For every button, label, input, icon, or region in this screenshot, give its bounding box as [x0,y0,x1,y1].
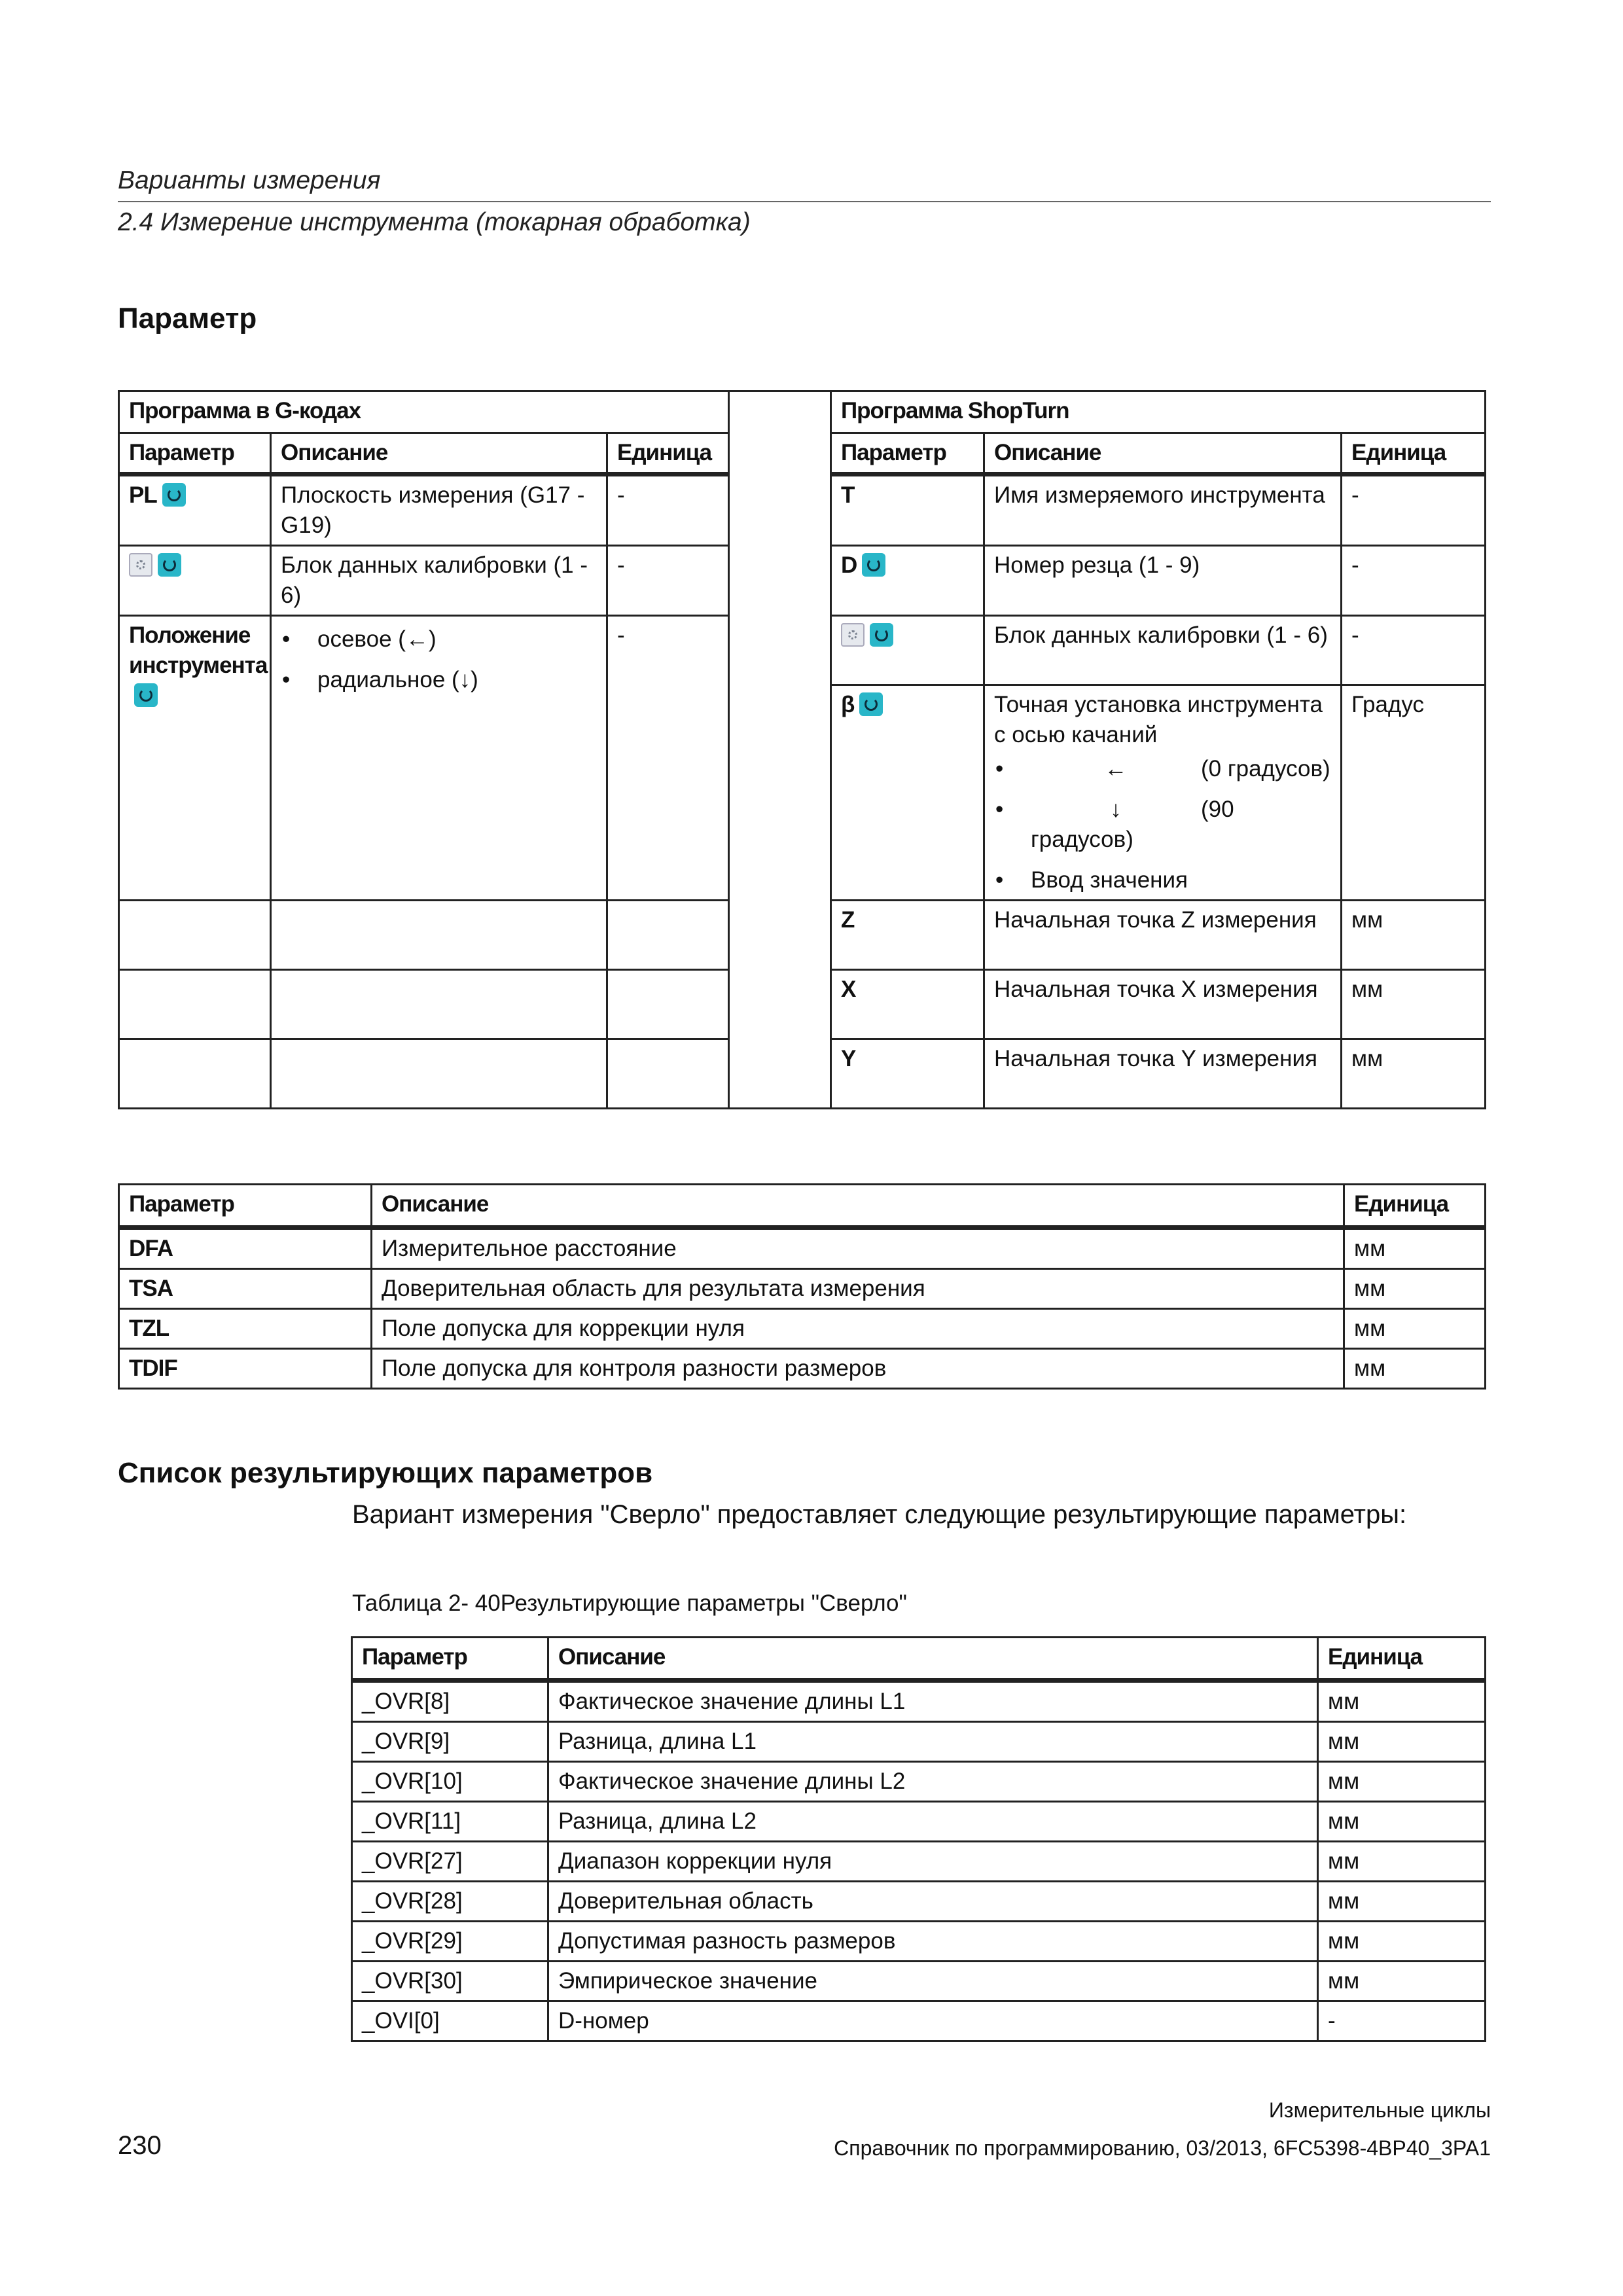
arrow-left-icon: ← [1104,756,1128,781]
desc-cell [271,616,607,901]
desc-cell: Начальная точка X измерения [984,970,1342,1039]
param-name: D [841,552,857,578]
param-cell: TZL [119,1309,372,1349]
param-name: Z [841,907,855,933]
unit-cell: - [607,475,729,546]
param-cell: _OVR[10] [352,1762,548,1802]
desc-cell: Разница, длина L1 [548,1722,1318,1762]
desc-cell: Начальная точка Z измерения [984,901,1342,970]
desc-cell: Фактическое значение длины L1 [548,1681,1318,1722]
table-row [352,1882,1486,1922]
desc-cell: Допустимая разность размеров [548,1922,1318,1962]
param-cell [119,616,271,901]
param-cell: _OVR[30] [352,1962,548,2001]
param-cell: TDIF [119,1349,372,1389]
table-row [352,1922,1486,1962]
desc-cell: Диапазон коррекции нуля [548,1842,1318,1882]
col-header-desc-right: Описание [984,433,1342,475]
param-name: Положение инструмента [129,622,268,678]
col-header-unit-right: Единица [1342,433,1486,475]
heading-result-parameters: Список результирующих параметров [118,1457,653,1489]
calibration-data-icon [129,553,152,577]
desc-cell [984,685,1342,901]
unit-cell: - [1342,546,1486,616]
unit-cell: мм [1318,1722,1486,1762]
unit-cell: - [607,546,729,616]
empty-cell [271,970,607,1039]
shopturn-program-title: Программа ShopTurn [831,391,1486,433]
unit-cell: - [1342,616,1486,685]
unit-cell: мм [1318,1762,1486,1802]
unit-cell: мм [1342,901,1486,970]
param-cell: _OVR[8] [352,1681,548,1722]
desc-cell: Блок данных калибровки (1 - 6) [984,616,1342,685]
desc-cell: Блок данных калибровки (1 - 6) [271,546,607,616]
cycle-softkey-icon [870,623,893,647]
param-name: PL [129,482,157,508]
desc-cell: Номер резца (1 - 9) [984,546,1342,616]
calibration-data-icon [841,623,865,647]
unit-cell: мм [1318,1802,1486,1842]
unit-cell: мм [1318,1962,1486,2001]
param-cell: _OVR[28] [352,1882,548,1922]
desc-cell: Эмпирическое значение [548,1962,1318,2001]
bullet-text: Ввод значения [1031,867,1188,893]
unit-cell: мм [1318,1922,1486,1962]
unit-cell: мм [1318,1882,1486,1922]
table-row [352,1962,1486,2001]
table-row [352,1722,1486,1762]
unit-cell: мм [1344,1309,1486,1349]
desc-cell: Доверительная область [548,1882,1318,1922]
running-header-section: Варианты измерения [118,166,381,194]
param-cell: DFA [119,1228,372,1269]
bullet-item [994,754,1331,784]
desc-cell: Имя измеряемого инструмента [984,475,1342,546]
heading-parameters: Параметр [118,302,257,334]
param-cell [831,901,984,970]
desc-cell: D-номер [548,2001,1318,2041]
param-cell: TSA [119,1269,372,1309]
empty-cell [119,901,271,970]
cycle-softkey-icon [162,483,186,507]
param-cell [831,616,984,685]
bullet-item [994,865,1331,895]
result-parameters-table [351,1636,1486,2042]
table-row [119,1309,1486,1349]
param-cell [119,546,271,616]
parameter-table-secondary [118,1183,1486,1390]
cycle-softkey-icon [859,692,883,716]
col-header-desc: Описание [372,1185,1344,1228]
col-header-unit: Единица [1318,1638,1486,1681]
param-cell [831,546,984,616]
col-header-desc-left: Описание [271,433,607,475]
table-row [352,1762,1486,1802]
parameter-table-main [118,390,1486,1109]
footer-book-title: Измерительные циклы [1268,2098,1491,2122]
cycle-softkey-icon [862,553,885,577]
footer-reference: Справочник по программированию, 03/2013, 6FC5398-4BP40_3PA1 [834,2136,1491,2160]
param-cell [831,685,984,901]
col-header-param: Параметр [352,1638,548,1681]
param-name: β [841,692,855,717]
desc-cell: Поле допуска для коррекции нуля [372,1309,1344,1349]
results-intro-text: Вариант измерения "Сверло" предоставляет следующие результирующие параметры: [352,1500,1407,1529]
col-header-param-right: Параметр [831,433,984,475]
table-row [119,1269,1486,1309]
table-row [352,1842,1486,1882]
bullet-text: (90 градусов) [1031,797,1234,852]
unit-cell: - [607,616,729,901]
unit-cell: мм [1344,1269,1486,1309]
spacer-column [729,391,831,1109]
empty-cell [607,1039,729,1109]
unit-cell: мм [1318,1681,1486,1722]
unit-cell: мм [1342,1039,1486,1109]
col-header-unit-left: Единица [607,433,729,475]
table-row [119,1228,1486,1269]
unit-cell: мм [1318,1842,1486,1882]
bullet-item: • осевое (←) [281,624,597,655]
param-cell [831,970,984,1039]
param-cell [831,1039,984,1109]
param-name: X [841,977,856,1002]
table-row [352,1681,1486,1722]
bullet-item [994,795,1331,855]
empty-cell [271,1039,607,1109]
table-row [119,1349,1486,1389]
desc-cell: Фактическое значение длины L2 [548,1762,1318,1802]
desc-cell: Поле допуска для контроля разности размеров [372,1349,1344,1389]
col-header-unit: Единица [1344,1185,1486,1228]
empty-cell [271,901,607,970]
empty-cell [607,901,729,970]
empty-cell [119,970,271,1039]
empty-cell [607,970,729,1039]
unit-cell: Градус [1342,685,1486,901]
param-cell [831,475,984,546]
param-cell: _OVI[0] [352,2001,548,2041]
unit-cell: мм [1342,970,1486,1039]
bullet-text: (0 градусов) [1201,756,1330,781]
cycle-softkey-icon [158,553,181,577]
desc-text: Точная установка инструмента с осью качаний [994,692,1323,747]
empty-cell [119,1039,271,1109]
param-cell [119,475,271,546]
unit-cell: мм [1344,1228,1486,1269]
running-header-subsection: 2.4 Измерение инструмента (токарная обработка) [118,208,751,236]
gcode-program-title: Программа в G-кодах [119,391,729,433]
desc-cell: Начальная точка Y измерения [984,1039,1342,1109]
col-header-param-left: Параметр [119,433,271,475]
arrow-down-icon: ↓ [1110,797,1122,822]
table-caption: Таблица 2- 40Результирующие параметры "Сверло" [352,1590,907,1616]
col-header-desc: Описание [548,1638,1318,1681]
param-cell: _OVR[29] [352,1922,548,1962]
param-name: Y [841,1046,856,1071]
unit-cell: мм [1344,1349,1486,1389]
table-row [352,1802,1486,1842]
param-name: T [841,482,855,508]
param-cell: _OVR[9] [352,1722,548,1762]
bullet-item: • радиальное (↓) [281,665,597,695]
header-rule [118,201,1491,202]
cycle-softkey-icon [134,683,158,707]
desc-cell: Измерительное расстояние [372,1228,1344,1269]
table-row [352,2001,1486,2041]
desc-cell: Доверительная область для результата измерения [372,1269,1344,1309]
page-number: 230 [118,2131,162,2160]
col-header-param: Параметр [119,1185,372,1228]
unit-cell: - [1342,475,1486,546]
desc-cell: Плоскость измерения (G17 - G19) [271,475,607,546]
param-cell: _OVR[27] [352,1842,548,1882]
param-cell: _OVR[11] [352,1802,548,1842]
unit-cell: - [1318,2001,1486,2041]
desc-cell: Разница, длина L2 [548,1802,1318,1842]
